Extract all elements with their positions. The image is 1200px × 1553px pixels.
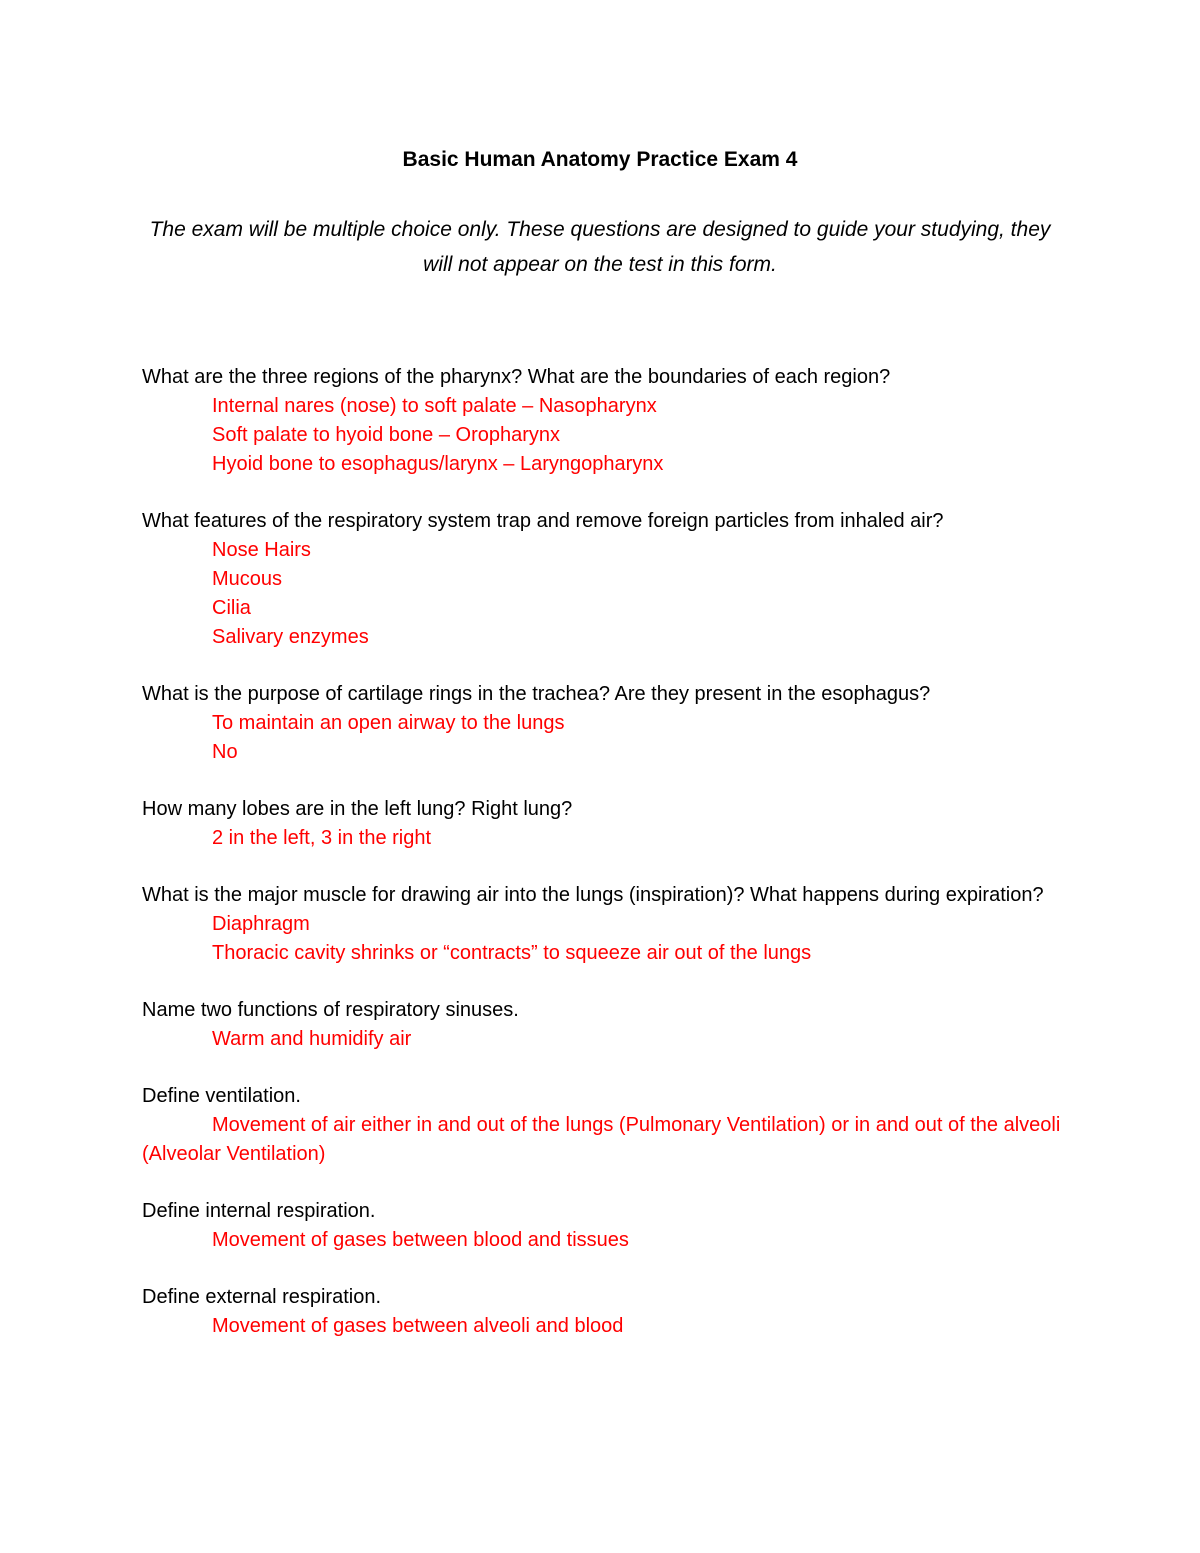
answer-text: 2 in the left, 3 in the right [212,827,432,849]
question-text: What features of the respiratory system trap and remove foreign particles from inhaled air? [142,510,944,532]
question-block [142,363,1062,479]
page-title: Basic Human Anatomy Practice Exam 4 [402,148,798,171]
question-block [142,680,1062,767]
answer-text: Movement of air either in and out of the lungs (Pulmonary Ventilation) or in and out of the alveoli (Alveolar Ventilation) [142,1114,1061,1165]
answer-text: Internal nares (nose) to soft palate – Nasopharynx [212,395,657,417]
question-text: Define internal respiration. [142,1200,376,1222]
question-text: Define external respiration. [142,1286,382,1308]
answer-text: Diaphragm [212,913,310,935]
question-text: Define ventilation. [142,1085,301,1107]
question-block [142,1082,1062,1169]
answer-text: Mucous [212,568,283,590]
answer-text: Movement of gases between blood and tissues [212,1229,629,1251]
answer-text: Warm and humidify air [212,1028,412,1050]
answer-text: Hyoid bone to esophagus/larynx – Laryngopharynx [212,453,664,475]
question-block [142,996,1062,1054]
question-block [142,881,1062,968]
answer-text: Cilia [212,597,251,619]
answer-text: Movement of gases between alveoli and blood [212,1315,624,1337]
answer-text: Thoracic cavity shrinks or “contracts” to squeeze air out of the lungs [212,942,812,964]
question-block [142,795,1062,853]
question-list [142,363,1062,1369]
question-text: What are the three regions of the pharynx? What are the boundaries of each region? [142,366,891,388]
question-block [142,507,1062,652]
answer-text: No [212,741,238,763]
question-block [142,1283,1062,1341]
answer-text: To maintain an open airway to the lungs [212,712,565,734]
answer-text: Nose Hairs [212,539,311,561]
question-text: What is the major muscle for drawing air into the lungs (inspiration)? What happens during expiration? [142,884,1044,906]
question-block [142,1197,1062,1255]
answer-text: Soft palate to hyoid bone – Oropharynx [212,424,561,446]
page-subtitle: The exam will be multiple choice only. These questions are designed to guide your studying, they will not appear on the test in this form. [149,218,1051,276]
question-text: How many lobes are in the left lung? Right lung? [142,798,573,820]
question-text: Name two functions of respiratory sinuses. [142,999,519,1021]
question-text: What is the purpose of cartilage rings in the trachea? Are they present in the esophagus? [142,683,931,705]
answer-text: Salivary enzymes [212,626,369,648]
